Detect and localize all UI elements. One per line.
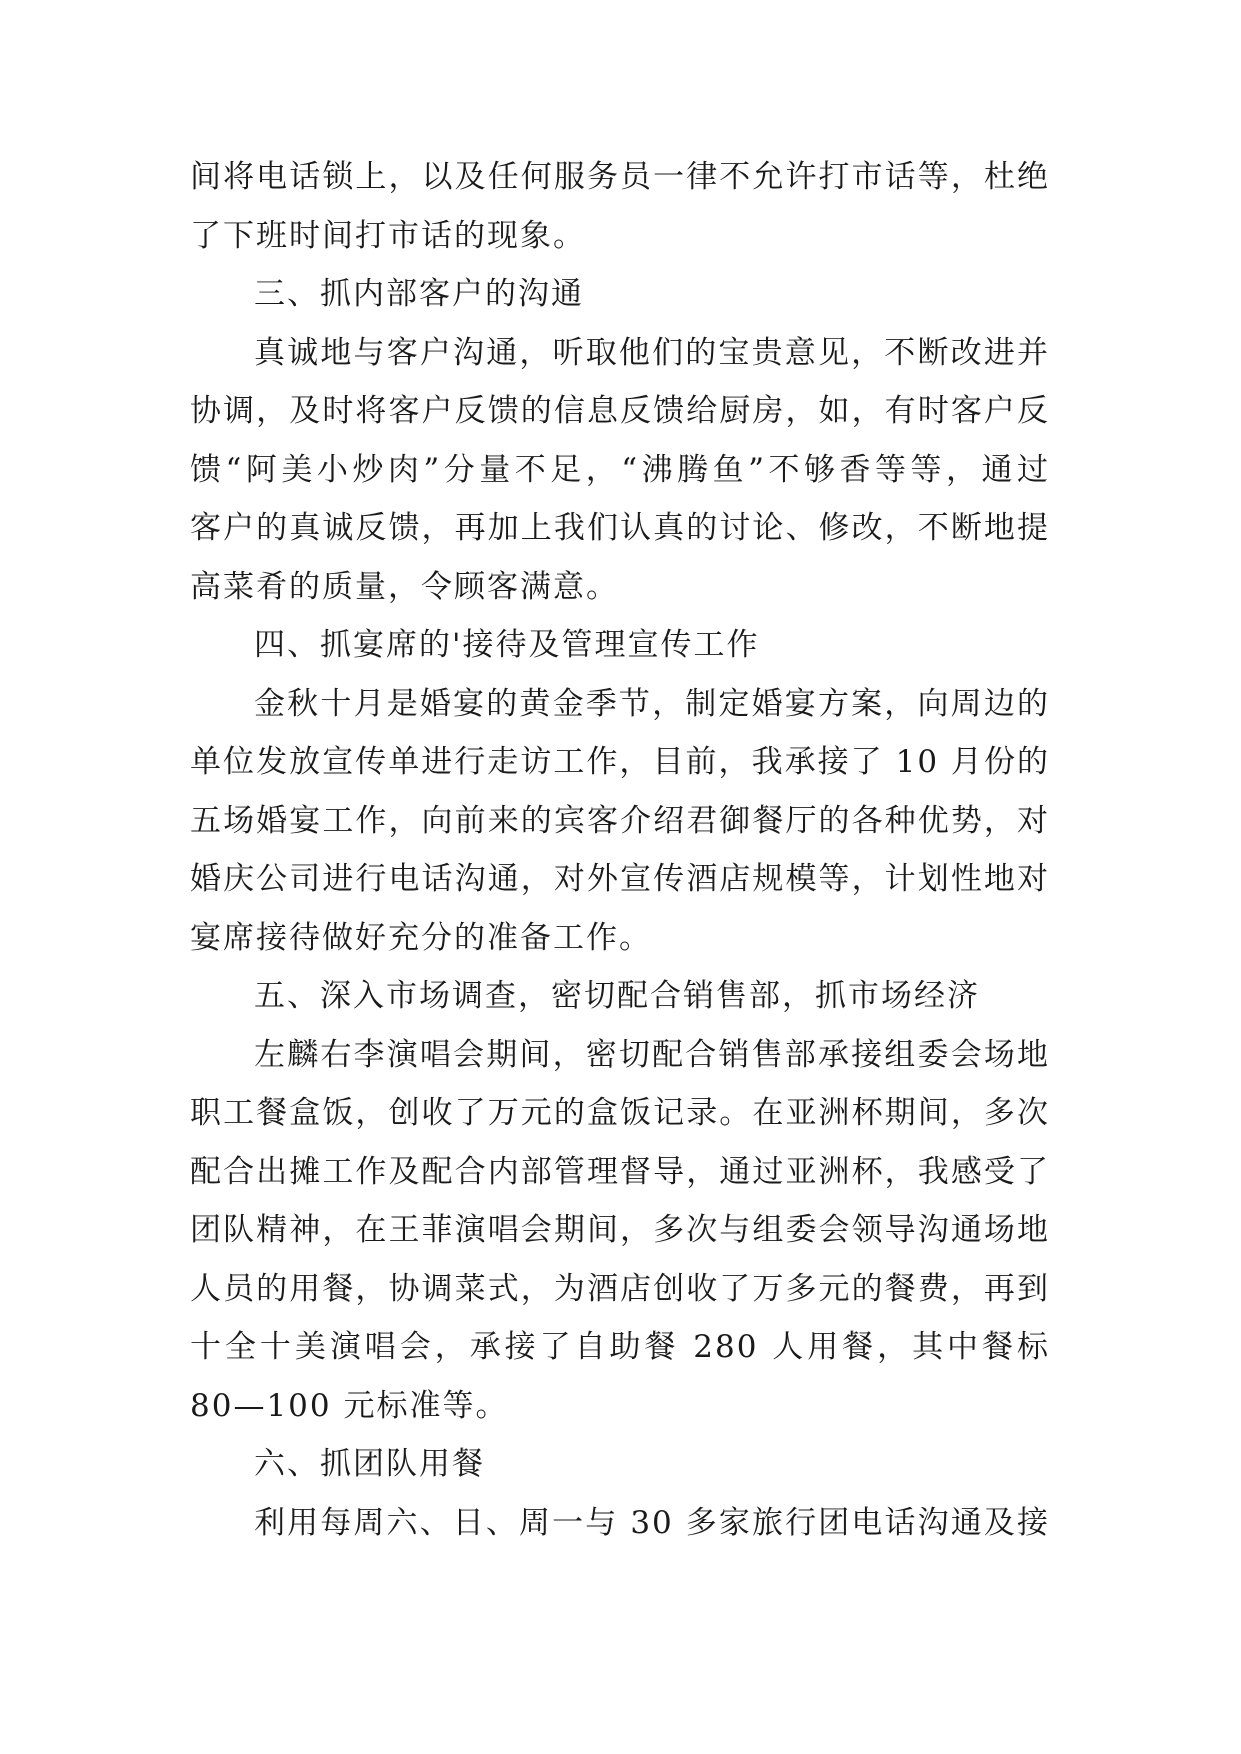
text-line: 金秋十月是婚宴的黄金季节，制定婚宴方案，向周边的 [254,685,1050,722]
text-line: 单位发放宣传单进行走访工作，目前，我承接了 10 月份的 [190,744,1050,780]
text-line: 配合出摊工作及配合内部管理督导，通过亚洲杯，我感受了 [190,1153,1050,1190]
text-line: 真诚地与客户沟通，听取他们的宝贵意见，不断改进并 [254,334,1050,371]
text-line: 客户的真诚反馈，再加上我们认真的讨论、修改，不断地提 [190,510,1050,546]
text-line: 人员的用餐，协调菜式，为酒店创收了万多元的餐费，再到 [190,1270,1050,1307]
text-line: 利用每周六、日、周一与 30 多家旅行团电话沟通及接 [254,1504,1050,1541]
text-line: 左麟右李演唱会期间，密切配合销售部承接组委会场地 [254,1036,1050,1073]
text-line: 了下班时间打市话的现象。 [190,217,586,254]
paragraph [190,675,1050,968]
section-heading: 四、抓宴席的'接待及管理宣传工作 [254,627,760,663]
paragraph [190,324,1050,617]
section-heading: 三、抓内部客户的沟通 [254,276,584,312]
text-line: 团队精神，在王菲演唱会期间，多次与组委会领导沟通场地 [190,1212,1050,1248]
text-line: 高菜肴的质量，令顾客满意。 [190,568,619,605]
text-line: 间将电话锁上，以及任何服务员一律不允许打市话等，杜绝 [190,159,1050,195]
section-heading: 六、抓团队用餐 [254,1446,485,1482]
text-line: 婚庆公司进行电话沟通，对外宣传酒店规模等，计划性地对 [190,861,1050,897]
document-body [190,148,1050,1552]
text-line: 职工餐盒饭，创收了万元的盒饭记录。在亚洲杯期间，多次 [190,1095,1050,1131]
text-line: 协调，及时将客户反馈的信息反馈给厨房，如，有时客户反 [190,393,1050,429]
text-line: 80—100 元标准等。 [190,1387,509,1424]
paragraph [190,1026,1050,1436]
text-line: 宴席接待做好充分的准备工作。 [190,919,652,956]
section-heading: 五、深入市场调查，密切配合销售部，抓市场经济 [254,978,980,1014]
text-line: 十全十美演唱会，承接了自助餐 280 人用餐，其中餐标 [190,1329,1050,1365]
paragraph-continuation [190,148,1050,265]
text-line: 馈“阿美小炒肉”分量不足，“沸腾鱼”不够香等等，通过 [190,451,1050,488]
paragraph [190,1494,1050,1553]
text-line: 五场婚宴工作，向前来的宾客介绍君御餐厅的各种优势，对 [190,802,1050,839]
